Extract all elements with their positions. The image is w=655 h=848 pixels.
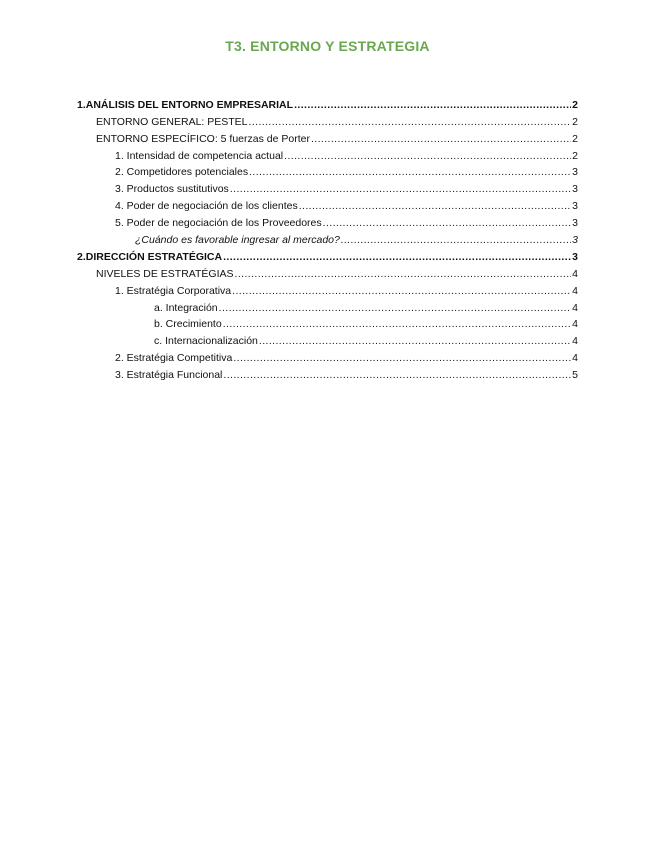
toc-entry-page: 2: [572, 132, 578, 145]
toc-entry-label: ENTORNO ESPECÍFICO: 5 fuerzas de Porter: [96, 132, 310, 145]
toc-entry-page: 4: [572, 301, 578, 314]
toc-entry-label: ¿Cuándo es favorable ingresar al mercado?: [135, 234, 340, 247]
toc-entry-label: 5. Poder de negociación de los Proveedores: [115, 217, 322, 230]
toc-leader: [311, 133, 571, 146]
toc-entry[interactable]: [77, 95, 578, 112]
document-title: T3. ENTORNO Y ESTRATEGIA: [225, 38, 430, 54]
toc-entry[interactable]: [77, 298, 578, 315]
toc-entry[interactable]: [77, 163, 578, 180]
toc-entry-page: 4: [572, 352, 578, 365]
toc-entry-page: 3: [572, 183, 578, 196]
toc-leader: [249, 166, 571, 179]
toc-entry-label: ENTORNO GENERAL: PESTEL: [96, 115, 248, 128]
toc-leader: [284, 150, 571, 163]
toc-leader: [230, 183, 571, 196]
toc-entry[interactable]: [77, 196, 578, 213]
toc-leader: [233, 352, 571, 365]
toc-entry-label: a. Integración: [154, 301, 218, 314]
toc-entry[interactable]: [77, 112, 578, 129]
toc-entry-page: 2: [572, 115, 578, 128]
toc-entry-page: 3: [572, 166, 578, 179]
toc-leader: [294, 99, 571, 112]
toc-leader: [259, 335, 571, 348]
toc-entry[interactable]: [77, 129, 578, 146]
toc-entry-page: 2: [572, 149, 578, 162]
toc-entry-page: 3: [572, 217, 578, 230]
toc-entry-label: 2.DIRECCIÓN ESTRATÉGICA: [77, 250, 223, 263]
toc-leader: [232, 285, 571, 298]
toc-entry[interactable]: [77, 179, 578, 196]
toc-leader: [219, 302, 572, 315]
toc-entry-page: 4: [572, 284, 578, 297]
toc-leader: [299, 200, 571, 213]
table-of-contents: [77, 95, 578, 382]
toc-entry-label: 1. Intensidad de competencia actual: [115, 149, 284, 162]
toc-entry-page: 3: [572, 234, 578, 247]
toc-entry[interactable]: [77, 247, 578, 264]
toc-entry-label: 4. Poder de negociación de los clientes: [115, 200, 298, 213]
toc-entry-label: c. Internacionalización: [154, 335, 258, 348]
toc-entry-page: 4: [572, 335, 578, 348]
toc-entry[interactable]: [77, 264, 578, 281]
toc-entry[interactable]: [77, 365, 578, 382]
toc-entry-page: 2: [572, 98, 578, 111]
toc-entry[interactable]: [77, 315, 578, 332]
toc-leader: [323, 217, 572, 230]
toc-entry-label: 3. Estratégia Funcional: [115, 369, 223, 382]
toc-entry[interactable]: [77, 213, 578, 230]
toc-leader: [223, 369, 571, 382]
toc-entry[interactable]: [77, 331, 578, 348]
toc-entry-page: 5: [572, 369, 578, 382]
toc-entry-label: 1. Estratégia Corporativa: [115, 284, 232, 297]
toc-leader: [235, 268, 572, 281]
toc-leader: [223, 251, 571, 264]
toc-entry[interactable]: [77, 146, 578, 163]
toc-entry-label: 2. Estratégia Competitiva: [115, 352, 233, 365]
toc-leader: [341, 234, 571, 247]
toc-entry[interactable]: [77, 348, 578, 365]
toc-leader: [223, 318, 571, 331]
toc-entry-page: 3: [572, 200, 578, 213]
toc-entry-page: 4: [572, 267, 578, 280]
toc-entry-page: 4: [572, 318, 578, 331]
toc-entry-label: NIVELES DE ESTRATÉGIAS: [96, 267, 234, 280]
toc-entry-label: 1.ANÁLISIS DEL ENTORNO EMPRESARIAL: [77, 98, 294, 111]
toc-entry-label: b. Crecimiento: [154, 318, 222, 331]
toc-leader: [249, 116, 572, 129]
toc-entry[interactable]: [77, 230, 578, 247]
toc-entry-label: 2. Competidores potenciales: [115, 166, 249, 179]
toc-entry-label: 3. Productos sustitutivos: [115, 183, 229, 196]
toc-entry[interactable]: [77, 281, 578, 298]
toc-entry-page: 3: [572, 250, 578, 263]
